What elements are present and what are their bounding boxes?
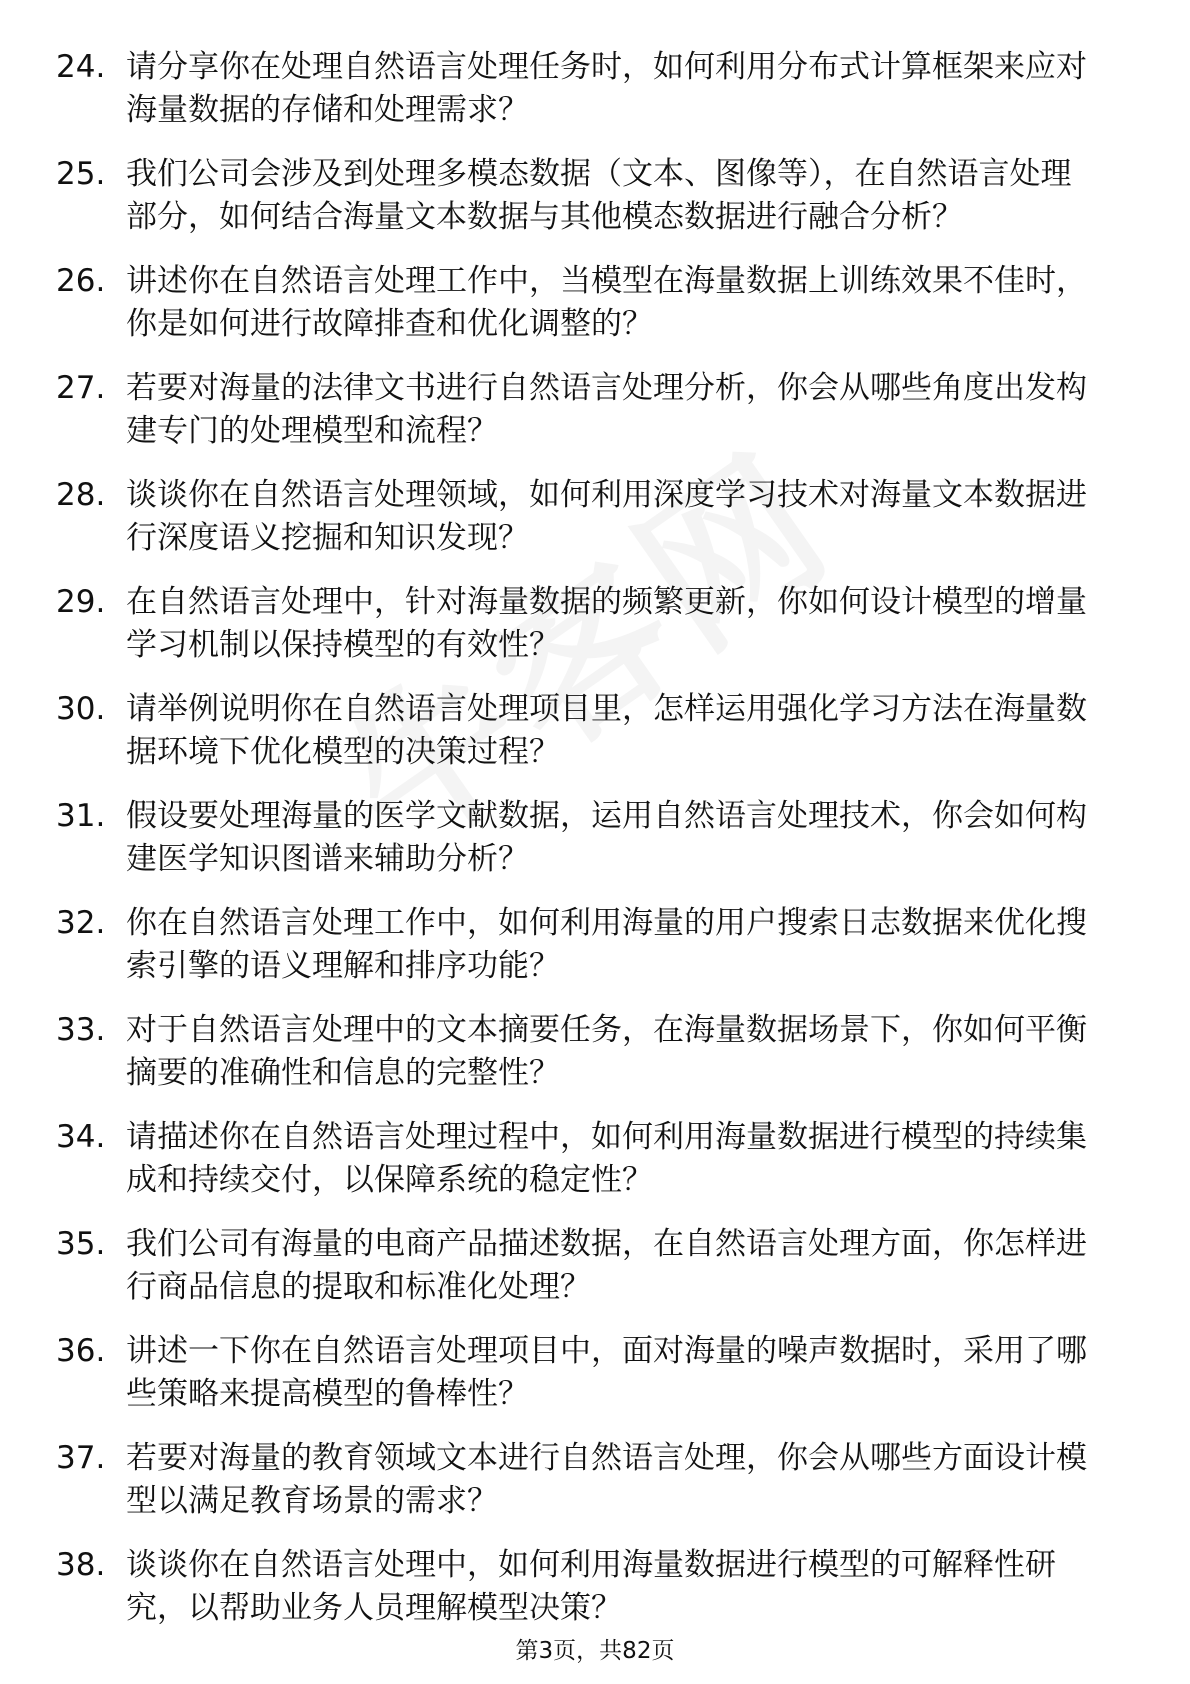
question-text: 若要对海量的法律文书进行自然语言处理分析，你会从哪些角度出发构建专门的处理模型和流程？ — [126, 370, 1087, 449]
question-text: 讲述一下你在自然语言处理项目中，面对海量的噪声数据时，采用了哪些策略来提高模型的鲁棒性？ — [126, 1333, 1087, 1412]
question-number: 35. — [56, 1226, 106, 1262]
question-text: 讲述你在自然语言处理工作中，当模型在海量数据上训练效果不佳时，你是如何进行故障排查和优化调整的？ — [126, 263, 1087, 342]
question-item — [0, 474, 1190, 560]
question-item — [0, 260, 1190, 346]
question-number: 29. — [56, 584, 106, 620]
question-text: 我们公司会涉及到处理多模态数据（文本、图像等），在自然语言处理部分，如何结合海量文本数据与其他模态数据进行融合分析？ — [126, 156, 1072, 235]
question-number: 30. — [56, 691, 106, 727]
question-item — [0, 1223, 1190, 1309]
question-item — [0, 795, 1190, 881]
question-item — [0, 367, 1190, 453]
question-item — [0, 1330, 1190, 1416]
question-text: 在自然语言处理中，针对海量数据的频繁更新，你如何设计模型的增量学习机制以保持模型的有效性？ — [126, 584, 1087, 663]
question-item — [0, 46, 1190, 132]
question-number: 32. — [56, 905, 106, 941]
question-text: 若要对海量的教育领域文本进行自然语言处理，你会从哪些方面设计模型以满足教育场景的需求？ — [126, 1440, 1087, 1519]
question-item — [0, 1009, 1190, 1095]
question-number: 37. — [56, 1440, 106, 1476]
question-item — [0, 902, 1190, 988]
question-list — [0, 46, 1190, 1651]
question-item — [0, 153, 1190, 239]
question-number: 28. — [56, 477, 106, 513]
question-number: 34. — [56, 1119, 106, 1155]
page-footer — [0, 1636, 1190, 1666]
question-number: 31. — [56, 798, 106, 834]
question-text: 请描述你在自然语言处理过程中，如何利用海量数据进行模型的持续集成和持续交付，以保障系统的稳定性？ — [126, 1119, 1087, 1198]
question-text: 谈谈你在自然语言处理中，如何利用海量数据进行模型的可解释性研究，以帮助业务人员理解模型决策？ — [126, 1547, 1056, 1626]
question-text: 谈谈你在自然语言处理领域，如何利用深度学习技术对海量文本数据进行深度语义挖掘和知识发现？ — [126, 477, 1087, 556]
question-item — [0, 1116, 1190, 1202]
question-text: 你在自然语言处理工作中，如何利用海量的用户搜索日志数据来优化搜索引擎的语义理解和排序功能？ — [126, 905, 1087, 984]
question-text: 请分享你在处理自然语言处理任务时，如何利用分布式计算框架来应对海量数据的存储和处理需求？ — [126, 49, 1087, 128]
question-item — [0, 1544, 1190, 1630]
page-number-label: 第3页，共82页 — [515, 1638, 675, 1664]
question-number: 27. — [56, 370, 106, 406]
question-text: 对于自然语言处理中的文本摘要任务，在海量数据场景下，你如何平衡摘要的准确性和信息的完整性？ — [126, 1012, 1087, 1091]
question-text: 请举例说明你在自然语言处理项目里，怎样运用强化学习方法在海量数据环境下优化模型的决策过程？ — [126, 691, 1087, 770]
question-text: 我们公司有海量的电商产品描述数据，在自然语言处理方面，你怎样进行商品信息的提取和标准化处理？ — [126, 1226, 1087, 1305]
question-number: 38. — [56, 1547, 106, 1583]
question-number: 33. — [56, 1012, 106, 1048]
question-item — [0, 1437, 1190, 1523]
question-item — [0, 581, 1190, 667]
question-number: 24. — [56, 49, 106, 85]
question-text: 假设要处理海量的医学文献数据，运用自然语言处理技术，你会如何构建医学知识图谱来辅助分析？ — [126, 798, 1087, 877]
question-number: 26. — [56, 263, 106, 299]
question-number: 36. — [56, 1333, 106, 1369]
question-number: 25. — [56, 156, 106, 192]
question-item — [0, 688, 1190, 774]
